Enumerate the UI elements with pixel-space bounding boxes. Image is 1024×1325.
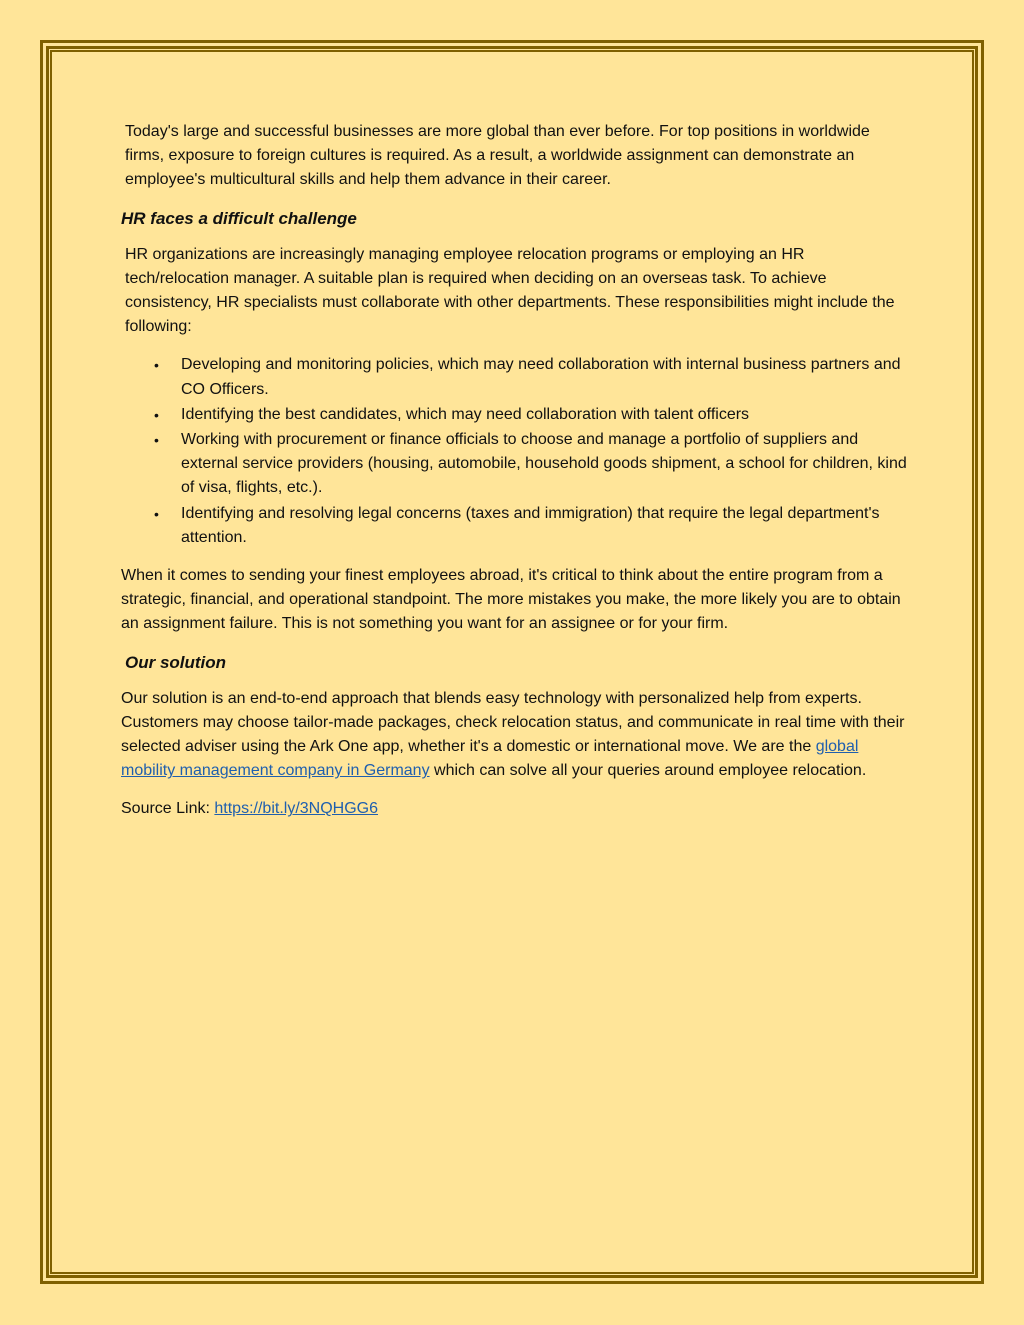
document-body bbox=[121, 120, 911, 836]
source-label: Source Link: bbox=[121, 800, 215, 818]
bullet-icon: • bbox=[154, 505, 159, 522]
solution-text: Our solution is an end-to-end approach that blends easy technology with personalized help from experts. Customers may choose tailor-made packages, check relocation status, and communicate in real time with their selected adviser using the Ark One app, whether it's a domestic or international move. We are the bbox=[121, 689, 905, 756]
list-item-text: Identifying and resolving legal concerns (taxes and immigration) that require the legal department's attention. bbox=[181, 504, 880, 546]
list-item bbox=[154, 502, 911, 550]
list-item-text: Identifying the best candidates, which may need collaboration with talent officers bbox=[181, 405, 750, 423]
source-link[interactable]: https://bit.ly/3NQHGG6 bbox=[214, 800, 378, 818]
heading-hr-challenge: HR faces a difficult challenge bbox=[121, 208, 357, 228]
heading-our-solution: Our solution bbox=[125, 652, 227, 672]
bullet-icon: • bbox=[154, 432, 159, 449]
responsibilities-list bbox=[121, 353, 911, 550]
strategy-paragraph: When it comes to sending your finest employees abroad, it's critical to think about the entire program from a strategic, financial, and operational standpoint. The more mistakes you make, the more likely you are to obtain an assignment failure. This is not something you want for an assignee or for your firm. bbox=[121, 567, 901, 633]
solution-text-tail: which can solve all your queries around employee relocation. bbox=[429, 762, 867, 780]
list-item-text: Developing and monitoring policies, which may need collaboration with internal business partners and CO Officers. bbox=[181, 356, 901, 398]
list-item bbox=[154, 353, 911, 401]
solution-paragraph bbox=[121, 687, 911, 784]
source-line bbox=[121, 797, 911, 821]
bullet-icon: • bbox=[154, 357, 159, 374]
list-item bbox=[154, 428, 911, 501]
intro-paragraph: Today's large and successful businesses are more global than ever before. For top positions in worldwide firms, exposure to foreign cultures is required. As a result, a worldwide assignment can demonstrate an employee's multicultural skills and help them advance in their career. bbox=[125, 123, 870, 189]
bullet-icon: • bbox=[154, 406, 159, 423]
list-item-text: Working with procurement or finance officials to choose and manage a portfolio of suppliers and external service providers (housing, automobile, household goods shipment, a school for children, kind of visa, flights, etc.). bbox=[181, 431, 907, 497]
global-mobility-link[interactable]: global mobility management company in Germany bbox=[121, 738, 859, 780]
hr-paragraph: HR organizations are increasingly managing employee relocation programs or employing an HR tech/relocation manager. A suitable plan is required when deciding on an overseas task. To achieve consistency, HR specialists must collaborate with other departments. These responsibilities might include the following: bbox=[125, 245, 895, 336]
list-item bbox=[154, 403, 911, 427]
